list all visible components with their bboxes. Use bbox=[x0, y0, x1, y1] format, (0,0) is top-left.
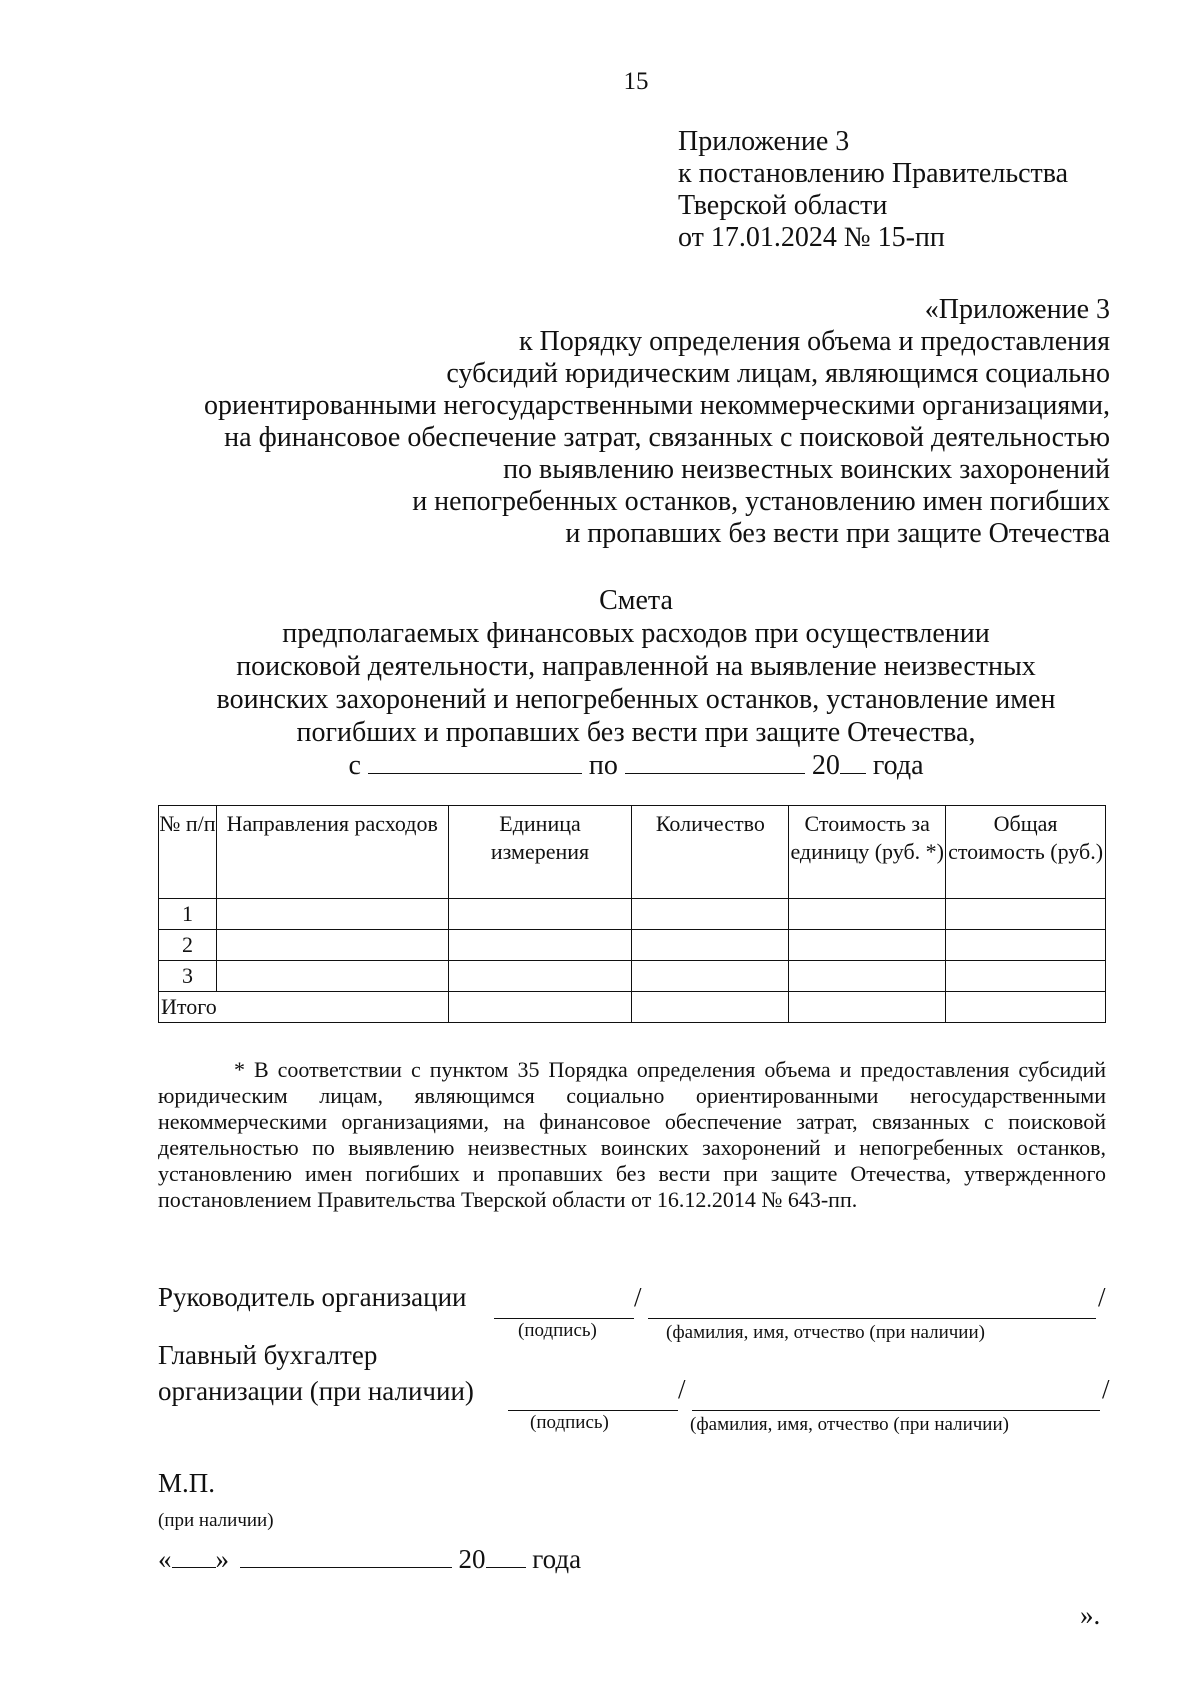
table-cell[interactable] bbox=[946, 992, 1106, 1023]
col-header-total-cost: Общая стоимость (руб.) bbox=[946, 806, 1106, 899]
table-cell[interactable] bbox=[946, 899, 1106, 930]
date-month-blank[interactable] bbox=[240, 1545, 452, 1568]
accountant-name-caption: (фамилия, имя, отчество (при наличии) bbox=[690, 1414, 1009, 1435]
table-cell[interactable] bbox=[632, 930, 789, 961]
accountant-signature-caption: (подпись) bbox=[530, 1412, 609, 1433]
order-appendix-header bbox=[204, 294, 1110, 550]
footnote-text: * В соответствии с пунктом 35 Порядка определения объема и предоставления субсидий юридическим лицам, являющимся социально ориентированными негосударственными некоммерческими организациями, на финансовое обеспечение затрат, связанных с поисковой деятельностью по выявлению неизвестных воинских захоронений и непогребенных останков, установлению имен погибших и пропавших без вести при защите Отечества, утвержденного постановлением Правительства Тверской области от 16.12.2014 № 643-пп. bbox=[158, 1057, 1106, 1212]
date-year-prefix: 20 bbox=[458, 1544, 486, 1574]
table-cell[interactable] bbox=[216, 899, 448, 930]
table-cell[interactable] bbox=[216, 930, 448, 961]
head-signature-label: Руководитель организации bbox=[158, 1282, 467, 1312]
period-to-blank[interactable] bbox=[625, 751, 805, 774]
period-from-label: с bbox=[348, 750, 361, 781]
col-header-unit-cost: Стоимость за единицу (руб. *) bbox=[789, 806, 946, 899]
date-quote-close: » bbox=[215, 1544, 229, 1574]
order-appendix-line: ориентированными негосударственными некоммерческими организациями, bbox=[204, 390, 1110, 421]
row-number: 1 bbox=[159, 899, 217, 930]
total-row bbox=[159, 992, 1106, 1023]
table-cell[interactable] bbox=[448, 930, 632, 961]
col-header-number: № п/п bbox=[159, 806, 217, 899]
total-label: Итого bbox=[159, 992, 449, 1023]
estimate-title-line: поисковой деятельности, направленной на выявление неизвестных bbox=[236, 651, 1036, 682]
col-header-unit: Единица измерения bbox=[448, 806, 632, 899]
appendix-header-line: Тверской области bbox=[678, 190, 888, 221]
accountant-label-line1: Главный бухгалтер bbox=[158, 1340, 378, 1370]
head-separator-1: / bbox=[634, 1282, 642, 1312]
estimate-title-line: воинских захоронений и непогребенных останков, установление имен bbox=[216, 684, 1056, 715]
appendix-header bbox=[678, 126, 1068, 254]
table-cell[interactable] bbox=[632, 992, 789, 1023]
date-year-blank[interactable] bbox=[486, 1545, 526, 1568]
estimate-heading: Смета bbox=[599, 585, 673, 616]
order-appendix-line: по выявлению неизвестных воинских захоронений bbox=[503, 454, 1110, 485]
estimate-period bbox=[0, 749, 1200, 782]
head-signature-line[interactable] bbox=[494, 1318, 634, 1319]
table-row bbox=[159, 899, 1106, 930]
accountant-separator-2: / bbox=[1102, 1374, 1110, 1404]
table-cell[interactable] bbox=[448, 961, 632, 992]
period-from-blank[interactable] bbox=[368, 751, 582, 774]
order-appendix-line: к Порядку определения объема и предоставления bbox=[518, 326, 1110, 357]
footnote bbox=[158, 1057, 1106, 1213]
estimate-table bbox=[158, 805, 1106, 1023]
table-cell[interactable] bbox=[448, 899, 632, 930]
table-cell[interactable] bbox=[946, 930, 1106, 961]
table-cell[interactable] bbox=[789, 992, 946, 1023]
appendix-header-line: Приложение 3 bbox=[678, 126, 850, 157]
head-signature-caption: (подпись) bbox=[518, 1320, 597, 1341]
table-cell[interactable] bbox=[448, 992, 632, 1023]
order-appendix-line: и пропавших без вести при защите Отечества bbox=[565, 518, 1110, 549]
stamp-note: (при наличии) bbox=[158, 1510, 274, 1531]
period-year-prefix: 20 bbox=[811, 750, 840, 781]
estimate-title-line: погибших и пропавших без вести при защите Отечества, bbox=[296, 717, 976, 748]
date-year-suffix: года bbox=[532, 1544, 582, 1574]
table-cell[interactable] bbox=[216, 961, 448, 992]
accountant-name-line[interactable] bbox=[692, 1410, 1100, 1411]
period-year-suffix: года bbox=[872, 750, 924, 781]
row-number: 3 bbox=[159, 961, 217, 992]
order-appendix-line: и непогребенных останков, установлению имен погибших bbox=[412, 486, 1110, 517]
head-separator-2: / bbox=[1098, 1282, 1106, 1312]
accountant-label-line2: организации (при наличии) bbox=[158, 1376, 474, 1406]
table-cell[interactable] bbox=[946, 961, 1106, 992]
order-appendix-line: «Приложение 3 bbox=[924, 294, 1110, 325]
date-line bbox=[158, 1544, 581, 1575]
order-appendix-line: субсидий юридическим лицам, являющимся социально bbox=[446, 358, 1110, 389]
order-appendix-line: на финансовое обеспечение затрат, связанных с поисковой деятельностью bbox=[224, 422, 1110, 453]
table-cell[interactable] bbox=[632, 899, 789, 930]
estimate-title bbox=[0, 584, 1200, 782]
period-year-blank[interactable] bbox=[840, 751, 866, 774]
estimate-title-line: предполагаемых финансовых расходов при осуществлении bbox=[282, 618, 990, 649]
table-header-row bbox=[159, 806, 1106, 899]
stamp-label: М.П. bbox=[158, 1468, 216, 1498]
table-cell[interactable] bbox=[789, 961, 946, 992]
appendix-header-line: от 17.01.2024 № 15-пп bbox=[678, 222, 945, 253]
closing-mark: ». bbox=[1080, 1600, 1101, 1630]
table-row bbox=[159, 961, 1106, 992]
appendix-header-line: к постановлению Правительства bbox=[678, 158, 1069, 189]
head-name-line[interactable] bbox=[648, 1318, 1096, 1319]
period-to-label: по bbox=[588, 750, 618, 781]
table-cell[interactable] bbox=[789, 930, 946, 961]
accountant-separator-1: / bbox=[678, 1374, 686, 1404]
table-cell[interactable] bbox=[789, 899, 946, 930]
row-number: 2 bbox=[159, 930, 217, 961]
accountant-signature-line[interactable] bbox=[508, 1410, 678, 1411]
date-quote-open: « bbox=[158, 1544, 172, 1574]
table-cell[interactable] bbox=[632, 961, 789, 992]
col-header-expense-direction: Направления расходов bbox=[216, 806, 448, 899]
page-number: 15 bbox=[623, 68, 649, 95]
col-header-quantity: Количество bbox=[632, 806, 789, 899]
date-day-blank[interactable] bbox=[172, 1545, 216, 1568]
table-row bbox=[159, 930, 1106, 961]
head-name-caption: (фамилия, имя, отчество (при наличии) bbox=[666, 1322, 985, 1343]
